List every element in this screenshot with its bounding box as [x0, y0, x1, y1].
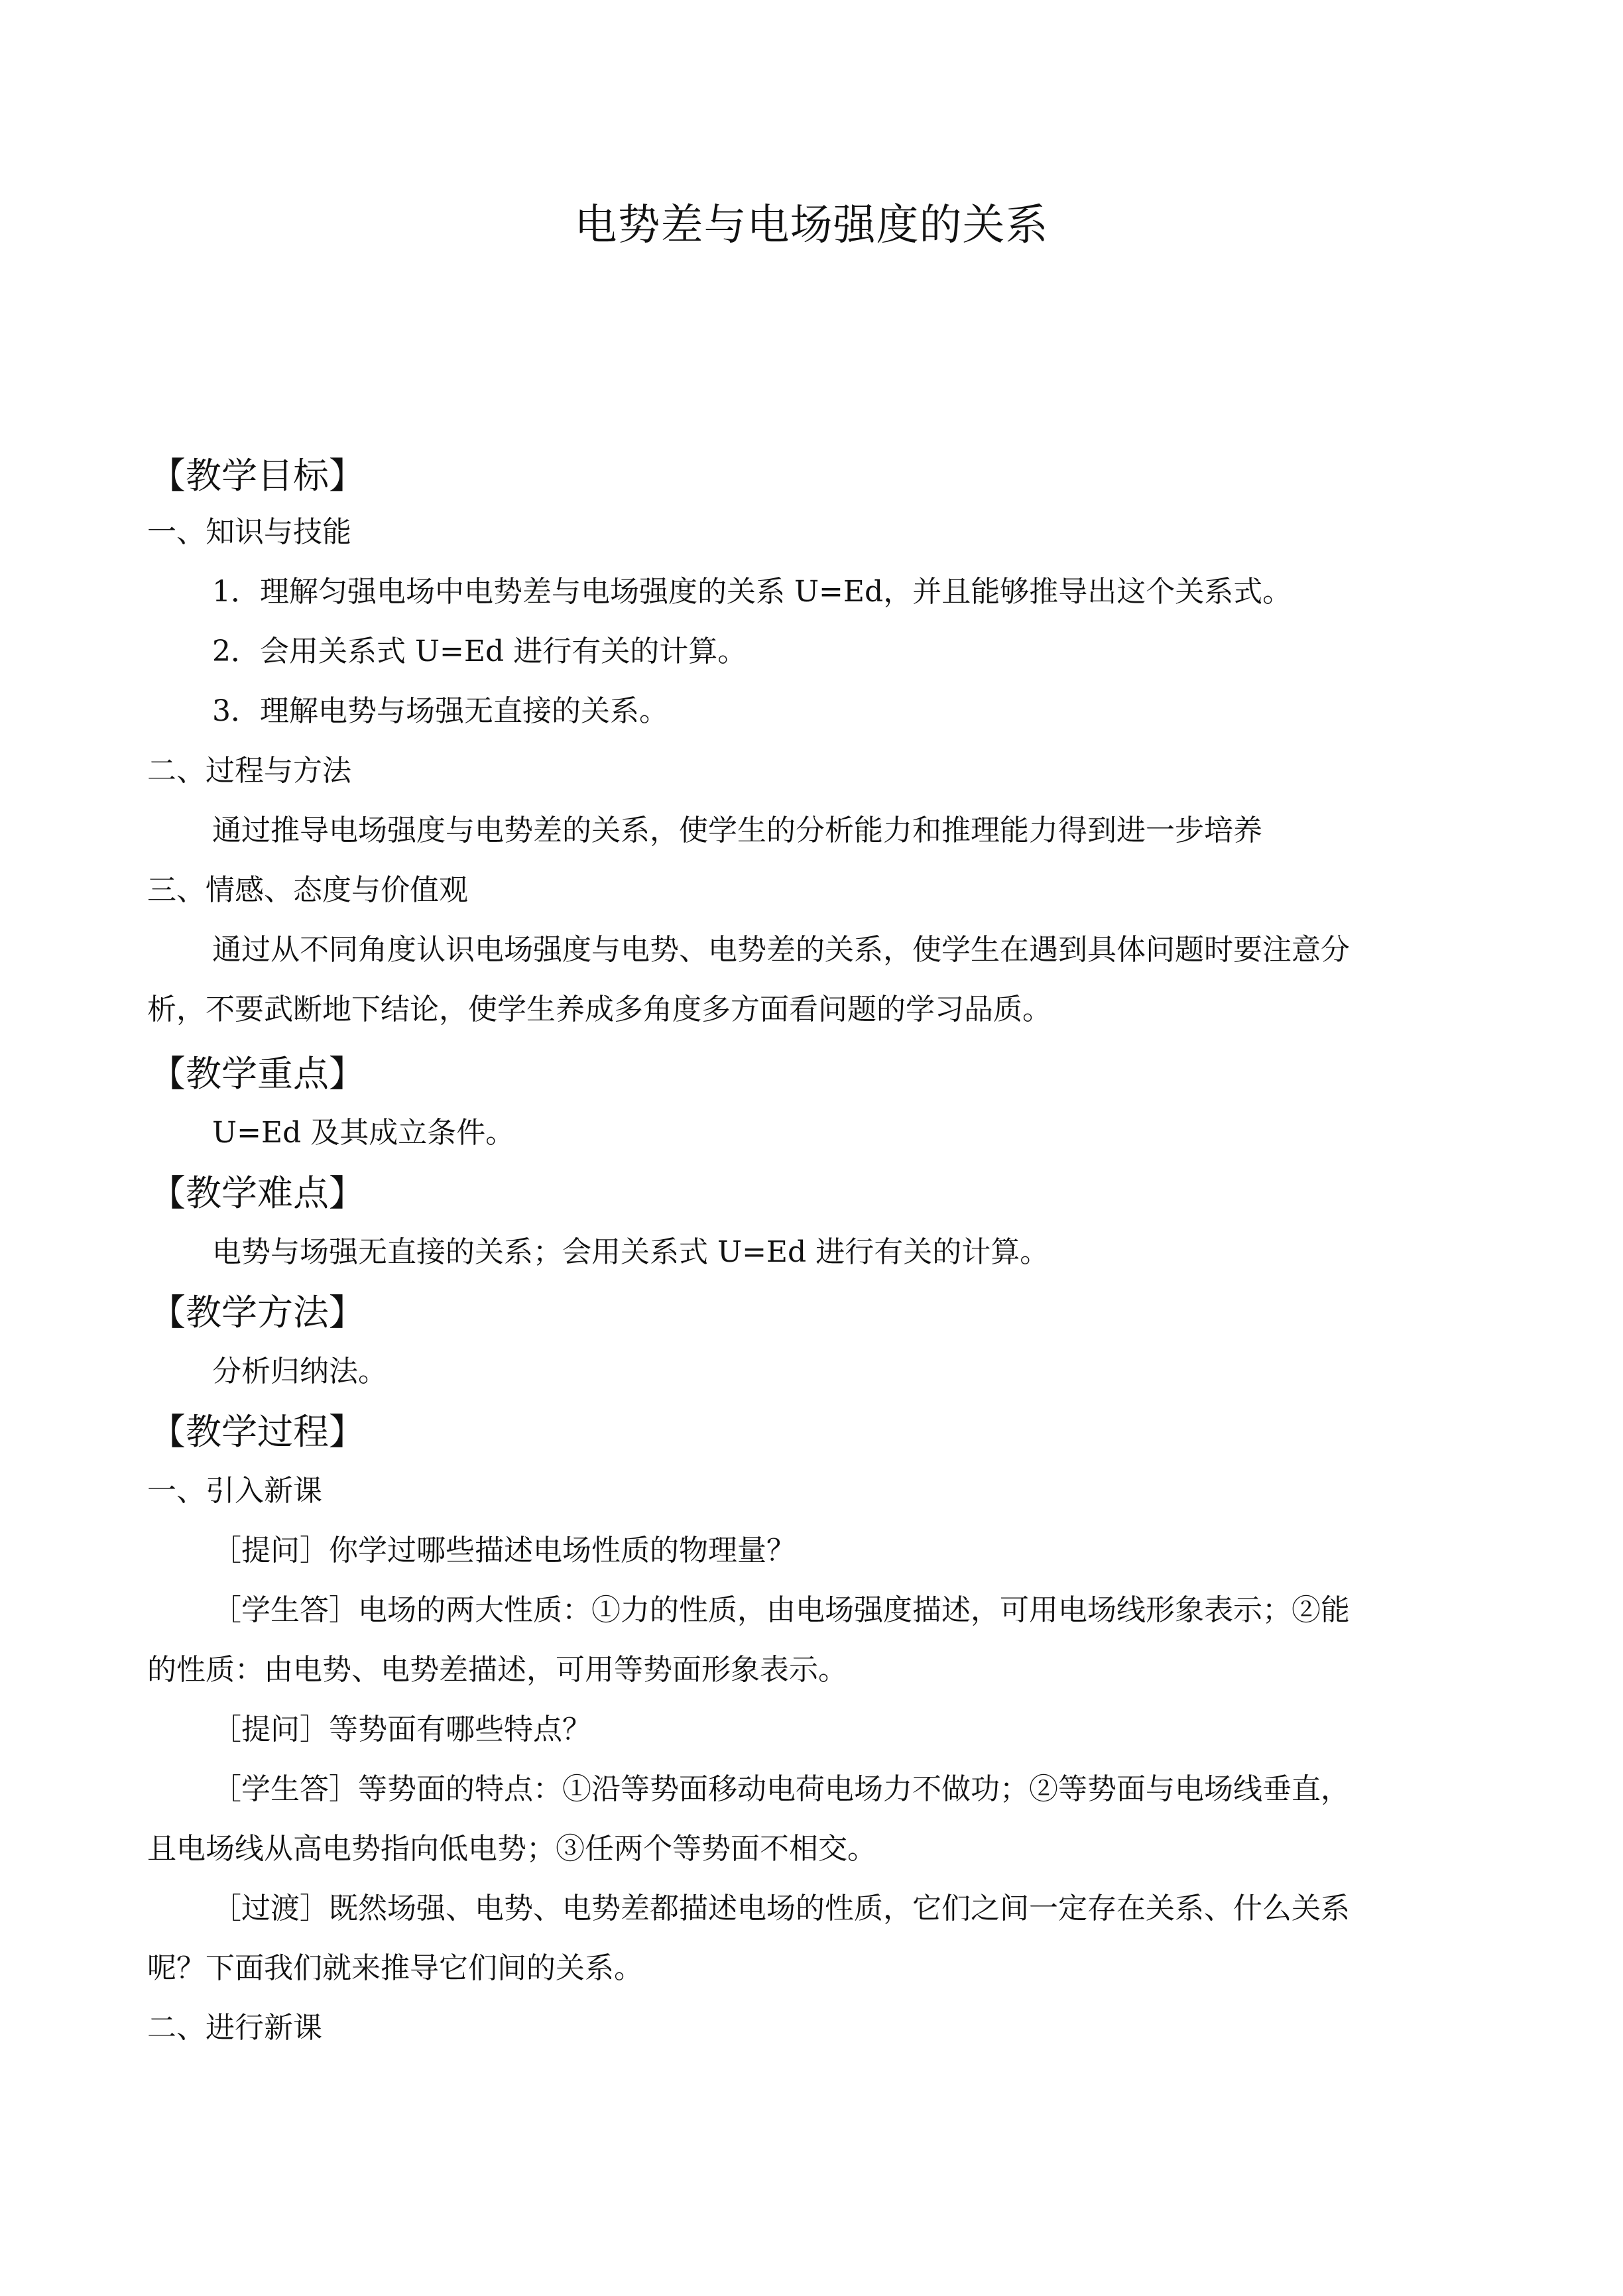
paragraph-line: 通过推导电场强度与电势差的关系，使学生的分析能力和推理能力得到进一步培养 — [212, 814, 1262, 847]
paragraph-line: ［提问］你学过哪些描述电场性质的物理量？ — [212, 1534, 796, 1567]
subheading-new-lesson: 二、进行新课 — [147, 2011, 322, 2045]
paragraph-line: ［提问］等势面有哪些特点？ — [212, 1713, 591, 1746]
document-title: 电势差与电场强度的关系 — [574, 201, 1049, 250]
paragraph-line: 2．会用关系式 U=Ed 进行有关的计算。 — [212, 634, 747, 668]
paragraph-line: 且电场线从高电势指向低电势；③任两个等势面不相交。 — [147, 1832, 876, 1866]
paragraph-line: 通过从不同角度认识电场强度与电势、电势差的关系，使学生在遇到具体问题时要注意分 — [212, 933, 1350, 967]
paragraph-line: U=Ed 及其成立条件。 — [212, 1116, 515, 1150]
subheading-process-method: 二、过程与方法 — [147, 754, 351, 788]
section-heading-difficulties: 【教学难点】 — [150, 1172, 365, 1214]
subheading-knowledge-skills: 一、知识与技能 — [147, 515, 351, 549]
paragraph-line: 分析归纳法。 — [212, 1355, 387, 1388]
section-heading-process: 【教学过程】 — [150, 1411, 365, 1453]
paragraph-line: 析，不要武断地下结论，使学生养成多角度多方面看问题的学习品质。 — [147, 993, 1052, 1026]
paragraph-line: 3．理解电势与场强无直接的关系。 — [212, 694, 668, 728]
subheading-introduction: 一、引入新课 — [147, 1474, 322, 1508]
section-heading-methods: 【教学方法】 — [150, 1292, 365, 1333]
paragraph-line: ［过渡］既然场强、电势、电势差都描述电场的性质，它们之间一定存在关系、什么关系 — [212, 1892, 1350, 1925]
paragraph-line: 电势与场强无直接的关系；会用关系式 U=Ed 进行有关的计算。 — [212, 1235, 1050, 1269]
paragraph-line: ［学生答］电场的两大性质：①力的性质，由电场强度描述，可用电场线形象表示；②能 — [212, 1593, 1350, 1627]
paragraph-line: 呢？下面我们就来推导它们间的关系。 — [147, 1951, 643, 1985]
section-heading-key-points: 【教学重点】 — [150, 1053, 365, 1095]
paragraph-line: 1．理解匀强电场中电势差与电场强度的关系 U=Ed，并且能够推导出这个关系式。 — [212, 575, 1292, 609]
paragraph-line: ［学生答］等势面的特点：①沿等势面移动电荷电场力不做功；②等势面与电场线垂直， — [212, 1772, 1350, 1806]
section-heading-objectives: 【教学目标】 — [150, 455, 365, 497]
subheading-emotion-values: 三、情感、态度与价值观 — [147, 873, 468, 907]
paragraph-line: 的性质：由电势、电势差描述，可用等势面形象表示。 — [147, 1653, 847, 1687]
